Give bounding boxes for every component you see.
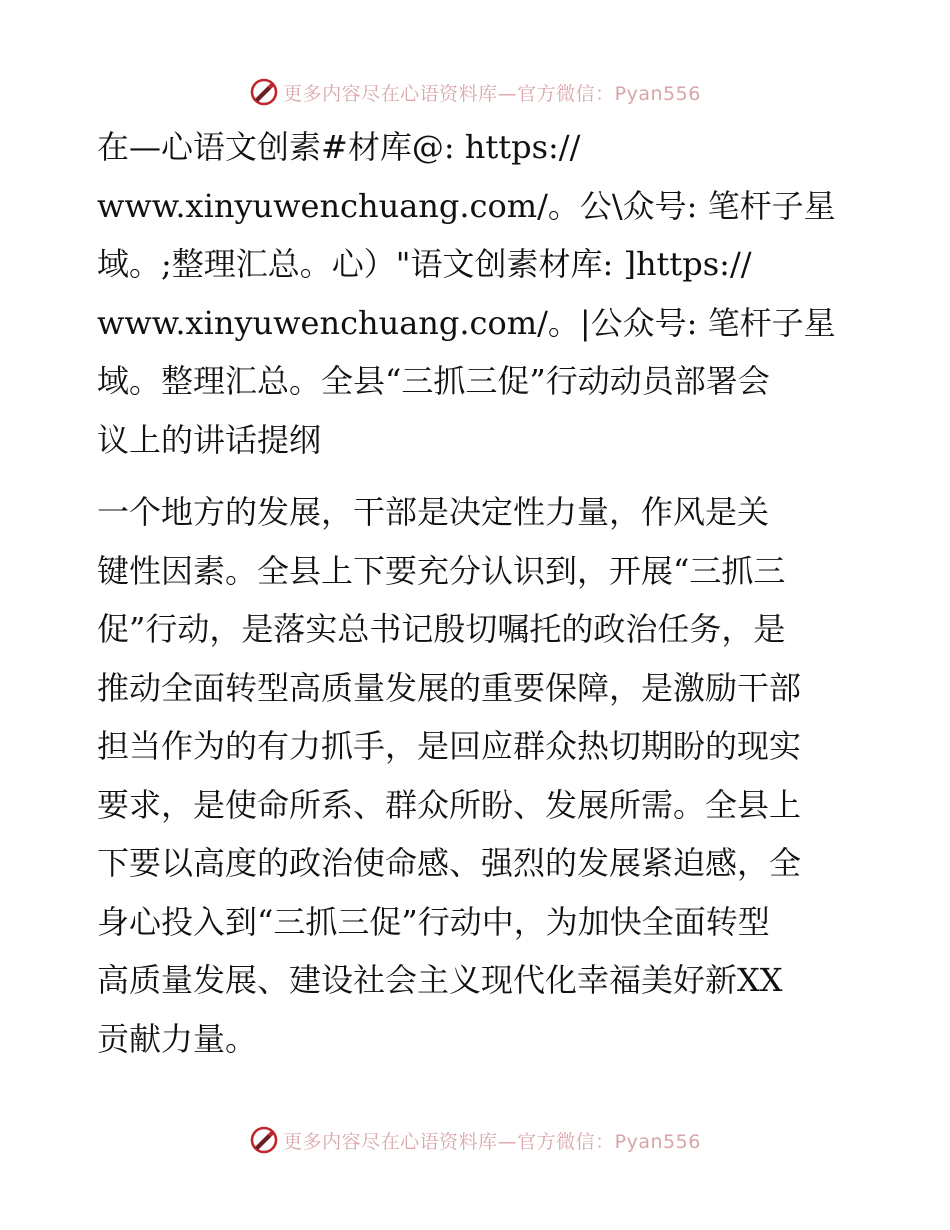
intro-line: 在—心语文创素#材库@: https://: [97, 128, 581, 166]
intro-line: 域。;整理汇总。心）"语文创素材库: ]https://: [97, 245, 752, 283]
paragraph-line: 促”行动，是落实总书记殷切嘱托的政治任务，是: [97, 610, 786, 648]
intro-line: www.xinyuwenchuang.com/。公\众号: 笔杆子星: [97, 186, 836, 225]
pen-in-circle-icon: [249, 1125, 279, 1155]
paragraph-line: 身心投入到“三抓三促”行动中，为加快全面转型: [97, 902, 770, 941]
intro-block: [97, 118, 857, 469]
body-paragraph: [97, 483, 857, 1068]
paragraph-line: 一个地方的发展，干部是决定性力量，作风是关: [97, 493, 770, 531]
paragraph-line: 下要以高度的政治使命感、强烈的发展紧迫感，全: [97, 844, 802, 882]
intro-line: 议上的讲话提纲: [97, 420, 322, 459]
paragraph-line: 要求，是使命所系、群众所盼、发展所需。全县上: [97, 785, 802, 824]
paragraph-line: 担当作为的有力抓手，是回应群众热切期盼的现实: [97, 727, 802, 765]
paragraph-line: 键性因素。全县上下要充分认识到，开展“三抓三: [97, 551, 786, 590]
header-banner: [0, 72, 950, 112]
footer-banner: [0, 1120, 950, 1160]
paragraph-line: 贡献力量。: [97, 1019, 258, 1058]
footer-banner-text: 更多内容尽在心语资料库—官方微信：Pyan556: [283, 1130, 701, 1153]
paragraph-line: 推动全面转型高质量发展的重要保障，是激励干部: [97, 668, 802, 707]
intro-line: www.xinyuwenchuang.com/。|公众号: 笔杆子星: [97, 303, 836, 342]
paragraph-line: 高质量发展、建设社会主义现代化幸福美好新XX: [97, 961, 783, 999]
intro-line: 域。整理汇总。全县“三抓三促”行动动员部署会: [97, 362, 770, 400]
pen-in-circle-icon: [249, 77, 279, 107]
header-banner-text: 更多内容尽在心语资料库—官方微信：Pyan556: [283, 82, 701, 105]
